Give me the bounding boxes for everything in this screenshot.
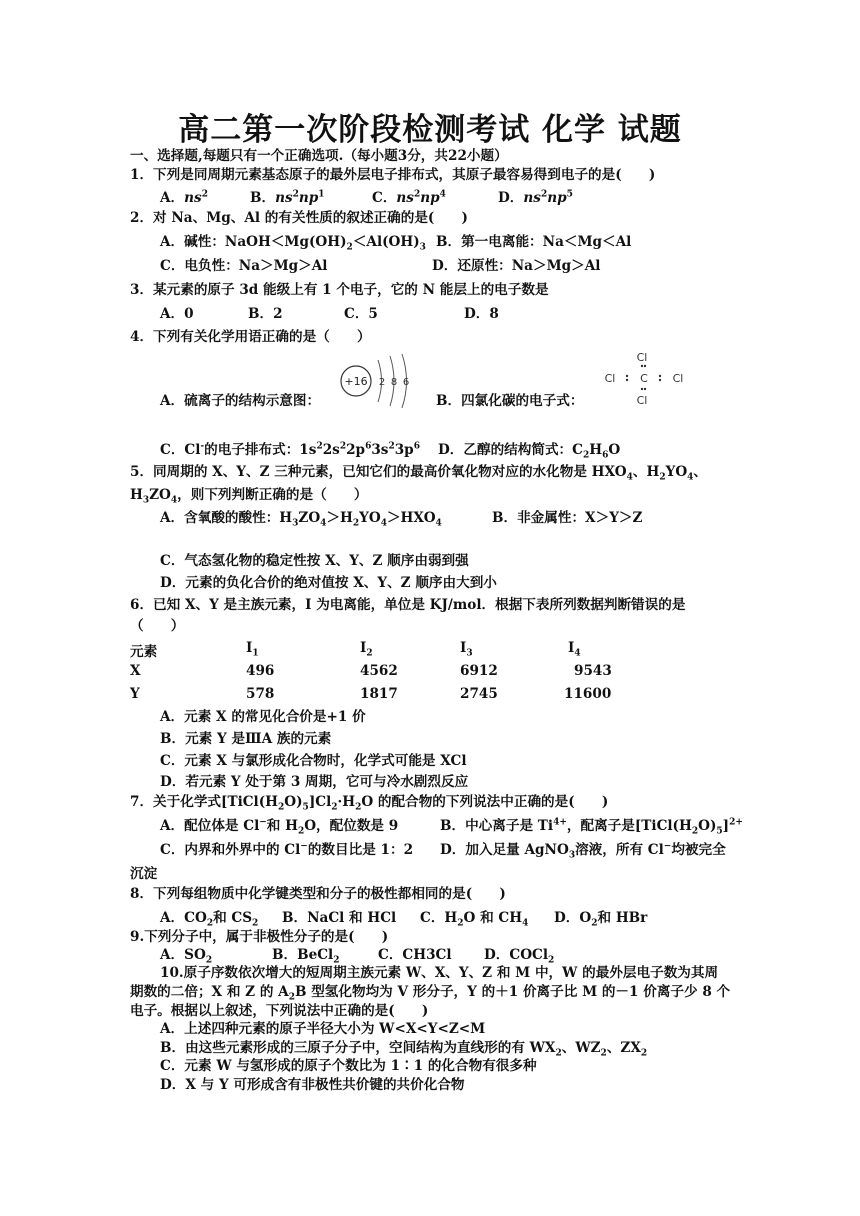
question-6-stem-line-2: （ ）: [130, 618, 185, 634]
question-10-option-b: B．由这些元素形成的三原子分子中，空间结构为直线形的有 $WX_2$、$WZ_2$、$ZX_2$: [160, 1040, 648, 1059]
question-10-stem-line-2: 期数的二倍；X 和 Z 的 $A_2B$ 型氢化物均为 V 形分子，Y 的＋1 价离子比 M 的－1 价离子少 8 个: [130, 984, 731, 1003]
question-7-option-b: B．中心离子是 $Ti^{4+}$，配离子是$[TiCl(H_2O)_5]^{2+}$: [440, 817, 743, 837]
question-4-option-d: D．乙醇的结构简式：$C_2H_6O$: [438, 442, 621, 461]
sulfide-ion-diagram: [336, 352, 416, 410]
table-header-i3: $I_3$: [460, 640, 473, 659]
question-10-option-d: D．X 与 Y 可形成含有非极性共价键的共价化合物: [160, 1077, 465, 1093]
table-cell: 2745: [460, 686, 498, 702]
question-10-stem-line-1: 10.原子序数依次增大的短周期主族元素 W、X、Y、Z 和 M 中，W 的最外层电子数为其周: [160, 965, 719, 981]
question-2-stem: 2．对 Na、Mg、Al 的有关性质的叙述正确的是( ): [130, 210, 468, 226]
question-10-stem-line-3: 电子。根据以上叙述，下列说法中正确的是( ): [130, 1003, 429, 1019]
question-1-stem: 1．下列是同周期元素基态原子的最外层电子排布式，其原子最容易得到电子的是( ): [130, 167, 656, 183]
question-4-stem: 4．下列有关化学用语正确的是（ ）: [130, 329, 371, 345]
table-header-i4: $I_4$: [568, 640, 581, 659]
question-2-option-a: A．碱性：$NaOH<Mg(OH)_2<Al(OH)_3$: [160, 234, 426, 253]
question-1-option-d: D．$ns^2np^5$: [498, 189, 573, 206]
question-7-option-c: C．内界和外界中的 Cl−的数目比是 1：2: [160, 841, 414, 858]
question-3-option-b: B．2: [248, 306, 283, 322]
question-8-option-c: C．$H_2O$ 和 $CH_4$: [420, 910, 529, 929]
table-cell: 6912: [460, 663, 498, 679]
question-5-stem-line-1: 5．同周期的 X、Y、Z 三种元素，已知它们的最高价氧化物对应的水化物是 $HXO_4$、$H_2YO_4$、: [130, 464, 708, 483]
question-4-option-a: A．硫离子的结构示意图：: [160, 393, 321, 409]
table-header-i2: $I_2$: [360, 640, 373, 659]
question-9-option-d: D．COCl$_2$: [484, 947, 555, 966]
question-8-option-b: B．NaCl 和 HCl: [282, 910, 397, 926]
question-9-option-c: C．CH3Cl: [378, 947, 452, 963]
table-header-i1: $I_1$: [246, 640, 259, 659]
question-1-option-a: A．$ns^2$: [160, 189, 208, 206]
cl-top: Cl: [636, 351, 648, 364]
shell-electrons-3: 6: [402, 377, 410, 388]
table-cell: 496: [246, 663, 275, 679]
question-8-option-a: A．$CO_2$和 $CS_2$: [160, 910, 259, 929]
shell-electrons-1: 2: [378, 377, 386, 388]
question-10-option-a: A．上述四种元素的原子半径大小为 W<X<Y<Z<M: [160, 1021, 486, 1037]
table-cell: 1817: [360, 686, 398, 702]
table-header-element: 元素: [130, 644, 158, 660]
question-10-option-c: C．元素 W 与氢形成的原子个数比为 1∶1 的化合物有很多种: [160, 1058, 537, 1074]
question-2-option-b: B．第一电离能：Na＜Mg＜Al: [436, 234, 632, 250]
question-1-option-b: B．$ns^2np^1$: [250, 189, 325, 206]
question-2-option-c: C．电负性：Na＞Mg＞Al: [160, 258, 328, 274]
question-8-option-d: D．$O_2$和 HBr: [554, 910, 648, 929]
question-6-option-b: B．元素 Y 是ⅢA 族的元素: [160, 731, 332, 747]
table-cell: Y: [130, 686, 140, 702]
question-9-option-b: B．BeCl$_2$: [272, 947, 340, 966]
question-4-option-b: B．四氯化碳的电子式：: [436, 393, 584, 409]
question-9-option-a: A．$SO_2$: [160, 947, 213, 966]
question-9-stem: 9.下列分子中，属于非极性分子的是( ): [130, 929, 389, 945]
page-title: 高二第一次阶段检测考试 化学 试题: [178, 112, 682, 148]
table-cell: 4562: [360, 663, 398, 679]
carbon-atom: C: [640, 372, 648, 385]
question-5-option-d: D．元素的负化合价的绝对值按 X、Y、Z 顺序由大到小: [160, 575, 497, 591]
question-6-option-d: D．若元素 Y 处于第 3 周期，它可与冷水剧烈反应: [160, 774, 469, 790]
question-5-option-a: A．含氧酸的酸性：$H_3ZO_4>H_2YO_4>HXO_4$: [160, 510, 442, 529]
question-4-option-c: C．Cl-的电子排布式：$1s^22s^22p^63s^23p^6$: [160, 441, 420, 458]
table-cell: 11600: [564, 686, 612, 702]
shell-electrons-2: 8: [390, 377, 398, 388]
question-8-stem: 8．下列每组物质中化学键类型和分子的极性都相同的是( ): [130, 886, 506, 902]
question-6-stem-line-1: 6．已知 X、Y 是主族元素，I 为电离能，单位是 KJ/mol．根据下表所列数据判断错误的是: [130, 597, 686, 613]
nucleus-label: +16: [344, 375, 368, 388]
cl-bottom: Cl: [636, 394, 648, 407]
question-6-option-a: A．元素 X 的常见化合价是+1 价: [160, 709, 366, 725]
table-cell: 9543: [574, 663, 612, 679]
ccl4-electron-formula: [598, 348, 690, 408]
question-3-option-a: A．0: [160, 306, 194, 322]
question-5-option-c: C．气态氢化物的稳定性按 X、Y、Z 顺序由弱到强: [160, 553, 469, 569]
cl-right: Cl: [672, 372, 684, 385]
question-5-stem-line-2: $H_3ZO_4$，则下列判断正确的是（ ）: [130, 487, 368, 506]
question-7-option-a: A．配位体是 Cl−和 $H_2O$，配位数是 9: [160, 817, 399, 837]
section-heading: 一、选择题,每题只有一个正确选项.（每小题3分，共22小题）: [130, 148, 508, 164]
question-5-option-b: B．非金属性：X＞Y＞Z: [492, 510, 643, 526]
question-3-option-c: C．5: [344, 306, 378, 322]
question-7-option-d-continued: 沉淀: [130, 866, 158, 882]
question-2-option-d: D．还原性：Na＞Mg＞Al: [432, 258, 601, 274]
question-7-option-d: D．加入足量 AgNO$_3$溶液，所有 Cl−均被完全: [440, 841, 726, 861]
cl-left: Cl: [604, 372, 616, 385]
question-7-stem: 7．关于化学式$[TiCl(H_2O)_5]Cl_2\cdot H_2O$ 的配合物的下列说法中正确的是( ): [130, 794, 609, 813]
table-cell: X: [130, 663, 141, 679]
question-3-stem: 3．某元素的原子 3d 能级上有 1 个电子，它的 N 能层上的电子数是: [130, 282, 549, 298]
question-3-option-d: D．8: [464, 306, 499, 322]
question-6-option-c: C．元素 X 与氯形成化合物时，化学式可能是 XCl: [160, 753, 467, 769]
question-1-option-c: C．$ns^2np^4$: [372, 189, 446, 206]
table-cell: 578: [246, 686, 275, 702]
